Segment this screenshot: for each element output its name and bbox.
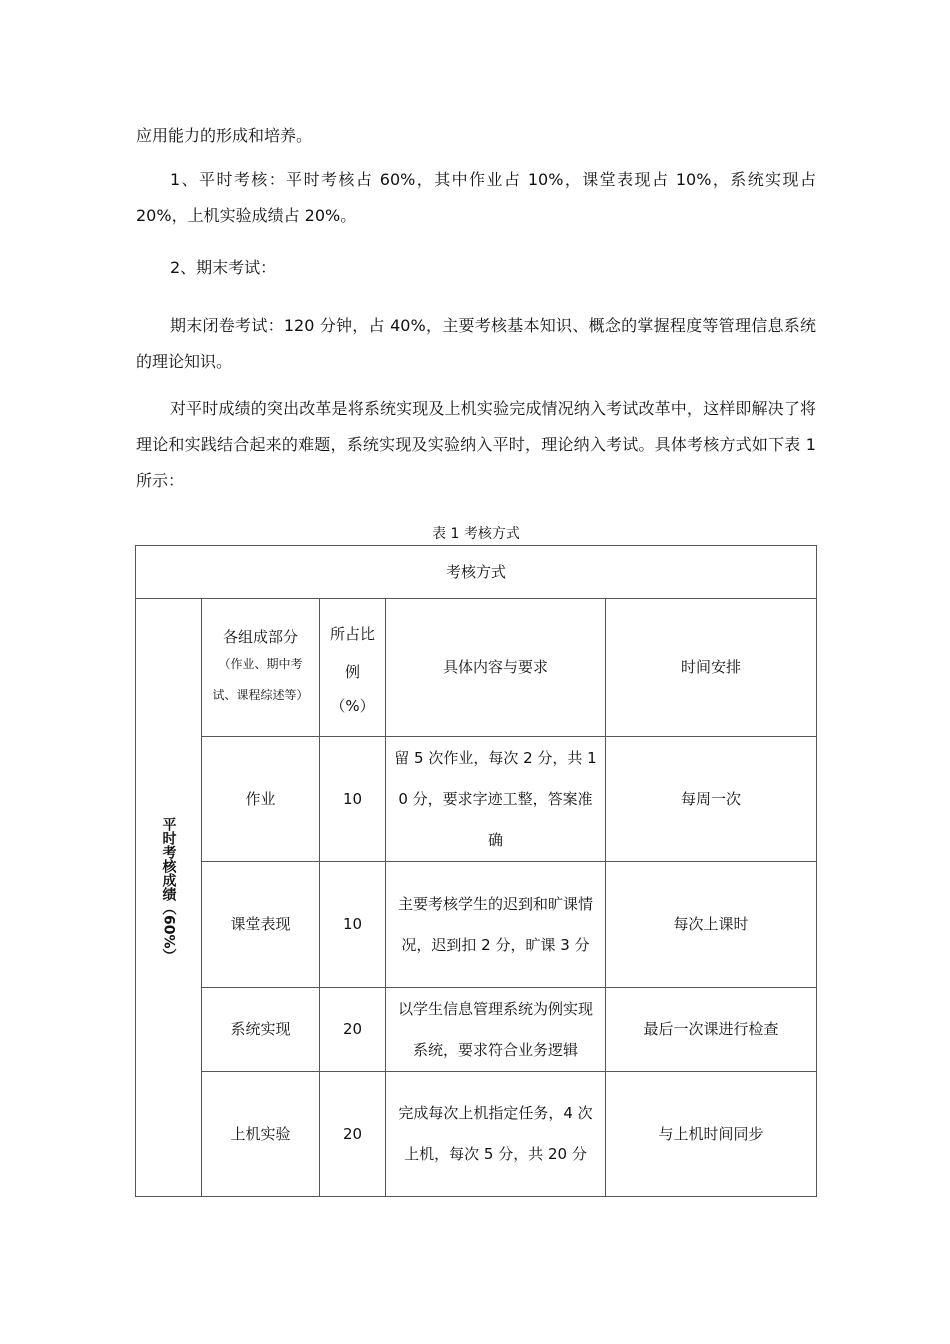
assessment-table xyxy=(135,545,817,1197)
table-row xyxy=(136,862,817,988)
header-component-label: 各组成部分 xyxy=(222,627,298,646)
header-component xyxy=(202,599,320,737)
table-row xyxy=(136,1072,817,1197)
table-title-row xyxy=(136,546,817,599)
paragraph-reform: 对平时成绩的突出改革是将系统实现及上机实验完成情况纳入考试改革中，这样即解决了将理论和实践结合起来的难题，系统实现及实验纳入平时，理论纳入考试。具体考核方式如下表 1 所示： xyxy=(136,399,816,490)
side-label-cell xyxy=(136,599,202,1197)
row-component: 上机实验 xyxy=(202,1072,320,1197)
header-ratio-label: 所占比例 xyxy=(329,624,375,681)
row-content: 留 5 次作业，每次 2 分，共 10 分，要求字迹工整，答案准确 xyxy=(386,737,606,862)
paragraph-intro-tail: 应用能力的形成和培养。 xyxy=(136,126,313,145)
row-ratio: 10 xyxy=(320,862,386,988)
table-title: 考核方式 xyxy=(136,546,817,599)
row-component: 课堂表现 xyxy=(202,862,320,988)
table-row xyxy=(136,737,817,862)
row-schedule: 每次上课时 xyxy=(606,862,817,988)
row-content: 以学生信息管理系统为例实现系统，要求符合业务逻辑 xyxy=(386,988,606,1072)
table-caption: 表 1 考核方式 xyxy=(432,526,520,542)
table-row xyxy=(136,988,817,1072)
side-label: 平时考核成绩（60%） xyxy=(160,816,177,963)
row-content: 主要考核学生的迟到和旷课情况，迟到扣 2 分，旷课 3 分 xyxy=(386,862,606,988)
header-ratio-unit: （%） xyxy=(330,696,375,715)
row-schedule: 与上机时间同步 xyxy=(606,1072,817,1197)
row-schedule: 每周一次 xyxy=(606,737,817,862)
row-ratio: 20 xyxy=(320,1072,386,1197)
table-header-row xyxy=(136,599,817,737)
row-ratio: 10 xyxy=(320,737,386,862)
row-schedule: 最后一次课进行检查 xyxy=(606,988,817,1072)
paragraph-regular-assessment: 1、平时考核：平时考核占 60%，其中作业占 10%，课堂表现占 10%，系统实现占 20%，上机实验成绩占 20%。 xyxy=(136,170,816,225)
row-content: 完成每次上机指定任务，4 次上机，每次 5 分，共 20 分 xyxy=(386,1072,606,1197)
row-ratio: 20 xyxy=(320,988,386,1072)
row-component: 系统实现 xyxy=(202,988,320,1072)
paragraph-final-exam: 期末闭卷考试：120 分钟，占 40%，主要考核基本知识、概念的掌握程度等管理信息系统的理论知识。 xyxy=(136,316,816,371)
paragraph-final-exam-heading: 2、期末考试： xyxy=(170,258,277,277)
row-component: 作业 xyxy=(202,737,320,862)
header-content: 具体内容与要求 xyxy=(386,599,606,737)
header-ratio xyxy=(320,599,386,737)
header-schedule: 时间安排 xyxy=(606,599,817,737)
header-component-note: （作业、期中考试、课程综述等） xyxy=(212,656,309,702)
